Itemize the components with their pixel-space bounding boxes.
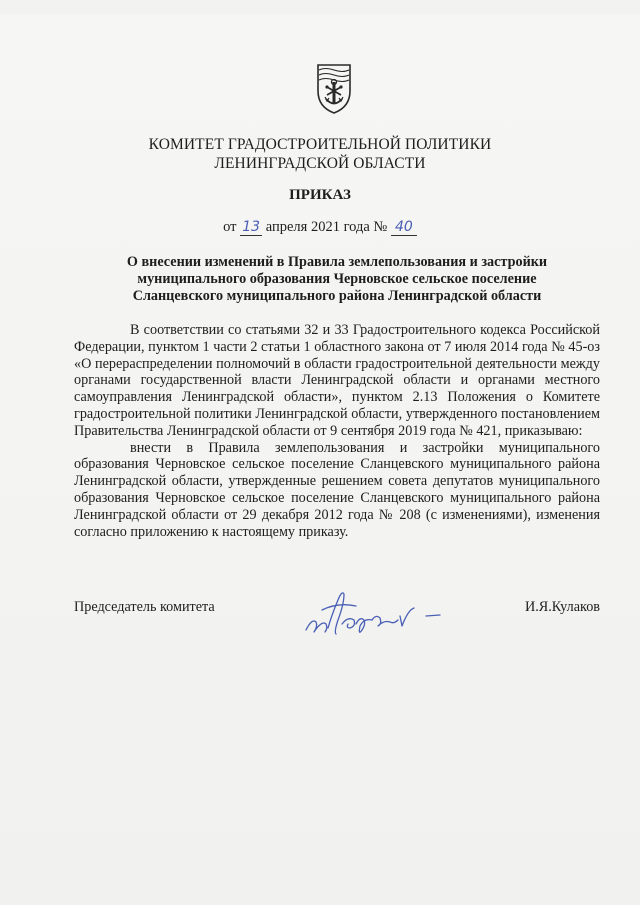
paragraph-order: внести в Правила землепользования и застройки муниципального образования Черновское сельское поселение Сланцевского муниципального района Ленинградской области, утвержденные решением совета депутатов муниципального образования Черновское сельское поселение Сланцевского муниципального района Ленинградской области от 29 декабря 2012 года № 208 (с изменениями), изменения согласно приложению к настоящему приказу. <box>74 439 600 540</box>
committee-line-1: КОМИТЕТ ГРАДОСТРОИТЕЛЬНОЙ ПОЛИТИКИ <box>148 136 492 153</box>
signer-name: И.Я.Кулаков <box>524 599 600 615</box>
signer-title: Председатель комитета <box>74 599 215 615</box>
committee-line-2: ЛЕНИНГРАДСКОЙ ОБЛАСТИ <box>214 155 426 172</box>
scan-edge-top <box>0 0 640 14</box>
date-day-handwritten: 13 <box>240 220 262 236</box>
date-line <box>0 219 640 236</box>
subject-line-1: О внесении изменений в Правила землепользования и застройки <box>126 254 548 270</box>
coat-of-arms-icon <box>315 61 353 115</box>
order-number-handwritten: 40 <box>391 220 417 236</box>
subject-line-3: Сланцевского муниципального района Ленинградской области <box>132 288 542 304</box>
date-prefix: от <box>223 219 237 235</box>
date-rest: апреля 2021 года № <box>265 219 388 235</box>
committee-name <box>0 135 640 173</box>
document-type: ПРИКАЗ <box>289 187 351 203</box>
subject-line-2: муниципального образования Черновское сельское поселение <box>137 271 537 287</box>
order-subject <box>74 254 600 305</box>
paragraph-basis: В соответствии со статьями 32 и 33 Градостроительного кодекса Российской Федерации, пунктом 1 части 2 статьи 1 областного закона от 7 июля 2014 года № 45-оз «О перераспределении полномочий в области градостроительной деятельности между органами государственной власти Ленинградской области и органами местного самоуправления Ленинградской области», пунктом 2.13 Положения о Комитете градостроительной политики Ленинградской области, утвержденного постановлением Правительства Ленинградской области от 9 сентября 2019 года № 421, приказываю: <box>74 322 600 439</box>
order-body <box>74 322 600 540</box>
handwritten-signature-icon <box>298 580 458 642</box>
